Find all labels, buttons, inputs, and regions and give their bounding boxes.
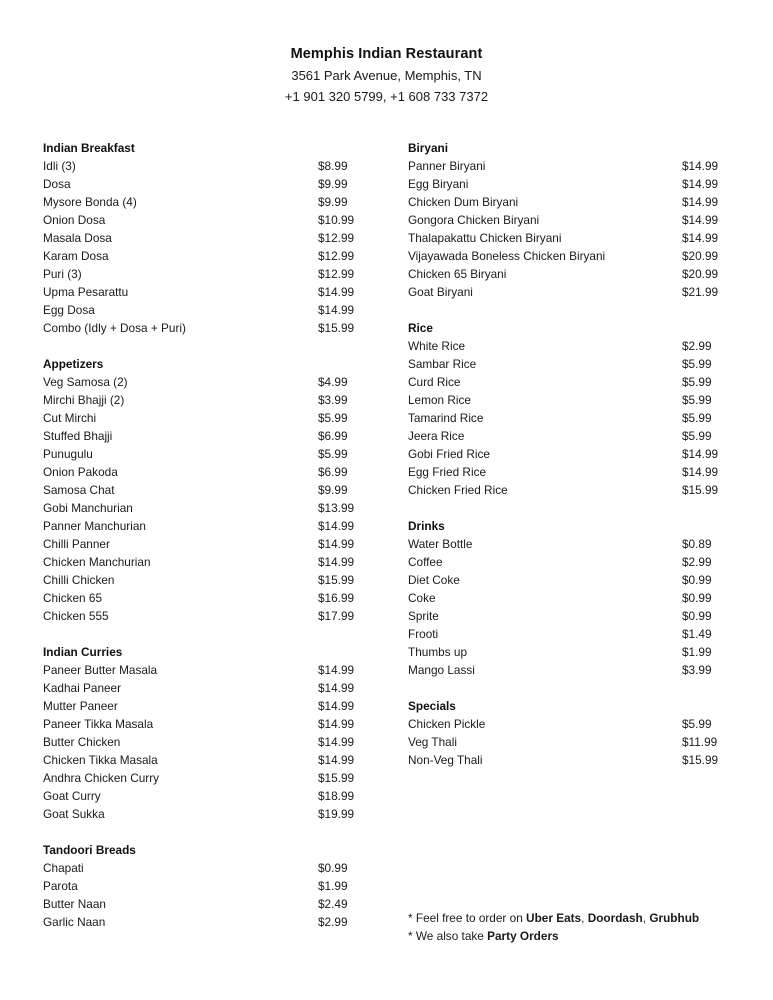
restaurant-address: 3561 Park Avenue, Memphis, TN <box>291 68 482 83</box>
menu-item-price: $1.49 <box>682 627 712 641</box>
footer-note-emphasis: Doordash <box>587 911 643 925</box>
menu-item-price: $5.99 <box>318 411 348 425</box>
menu-item-price: $9.99 <box>318 483 348 497</box>
menu-item-price: $5.99 <box>682 717 712 731</box>
menu-item-price: $9.99 <box>318 177 348 191</box>
menu-item-row <box>408 175 748 193</box>
menu-item-row <box>43 157 373 175</box>
menu-item-name: Samosa Chat <box>43 483 115 497</box>
menu-item-price: $5.99 <box>682 393 712 407</box>
menu-item-name: Veg Thali <box>408 735 457 749</box>
menu-item-price: $0.99 <box>318 861 348 875</box>
section-title: Specials <box>408 699 456 713</box>
menu-item-name: Butter Chicken <box>43 735 121 749</box>
menu-item-name: Egg Dosa <box>43 303 95 317</box>
menu-item-name: Chicken 65 Biryani <box>408 267 507 281</box>
menu-item-price: $14.99 <box>318 519 355 533</box>
menu-item-row <box>408 445 748 463</box>
menu-item-name: Gobi Fried Rice <box>408 447 490 461</box>
menu-item-row <box>43 769 373 787</box>
menu-item-price: $6.99 <box>318 429 348 443</box>
menu-item-price: $0.99 <box>682 591 712 605</box>
menu-item-price: $9.99 <box>318 195 348 209</box>
menu-section-rice <box>408 319 748 499</box>
menu-item-name: Chapati <box>43 861 84 875</box>
menu-section-biryani <box>408 139 748 301</box>
menu-item-price: $6.99 <box>318 465 348 479</box>
footer-note-text: , <box>581 911 588 925</box>
menu-item-price: $20.99 <box>682 249 719 263</box>
menu-item-row <box>408 535 748 553</box>
footer-note-text: * We also take <box>408 929 488 943</box>
menu-item-price: $14.99 <box>318 681 355 695</box>
menu-item-row <box>408 265 748 283</box>
menu-item-name: Veg Samosa (2) <box>43 375 128 389</box>
menu-item-row <box>408 427 748 445</box>
menu-item-row <box>408 337 748 355</box>
menu-item-row <box>408 157 748 175</box>
menu-item-name: Onion Dosa <box>43 213 106 227</box>
menu-item-price: $5.99 <box>682 429 712 443</box>
menu-item-row <box>43 535 373 553</box>
restaurant-phone: +1 901 320 5799, +1 608 733 7372 <box>284 89 489 104</box>
menu-item-row <box>43 481 373 499</box>
menu-item-name: Chicken Tikka Masala <box>43 753 158 767</box>
menu-item-price: $4.99 <box>318 375 348 389</box>
menu-item-name: Jeera Rice <box>408 429 465 443</box>
menu-item-name: Andhra Chicken Curry <box>43 771 160 785</box>
menu-item-name: Chicken Dum Biryani <box>408 195 519 209</box>
menu-item-price: $0.99 <box>682 573 712 587</box>
menu-item-name: Diet Coke <box>408 573 460 587</box>
menu-item-name: Coffee <box>408 555 443 569</box>
menu-item-price: $2.99 <box>682 339 712 353</box>
menu-item-row <box>408 733 748 751</box>
menu-item-row <box>43 895 373 913</box>
section-title: Rice <box>408 321 433 335</box>
menu-item-row <box>43 715 373 733</box>
menu-item-price: $0.99 <box>682 609 712 623</box>
menu-item-name: Combo (Idly + Dosa + Puri) <box>43 321 186 335</box>
menu-item-name: Non-Veg Thali <box>408 753 483 767</box>
menu-item-price: $3.99 <box>318 393 348 407</box>
menu-item-price: $19.99 <box>318 807 355 821</box>
menu-item-row <box>43 391 373 409</box>
menu-item-name: White Rice <box>408 339 466 353</box>
menu-item-name: Onion Pakoda <box>43 465 118 479</box>
menu-item-row <box>43 553 373 571</box>
menu-item-row <box>43 661 373 679</box>
menu-item-name: Gongora Chicken Biryani <box>408 213 540 227</box>
menu-item-price: $14.99 <box>318 285 355 299</box>
footer-note-emphasis: Uber Eats <box>526 911 582 925</box>
menu-item-price: $15.99 <box>682 753 719 767</box>
menu-item-price: $14.99 <box>682 195 719 209</box>
menu-item-price: $11.99 <box>682 735 718 749</box>
menu-item-price: $15.99 <box>682 483 719 497</box>
menu-item-row <box>408 751 748 769</box>
menu-item-row <box>43 751 373 769</box>
menu-item-name: Chicken Pickle <box>408 717 486 731</box>
menu-item-name: Mirchi Bhajji (2) <box>43 393 125 407</box>
menu-item-row <box>43 607 373 625</box>
menu-item-name: Puri (3) <box>43 267 82 281</box>
menu-item-row <box>43 517 373 535</box>
menu-item-price: $3.99 <box>682 663 712 677</box>
menu-item-price: $14.99 <box>318 717 355 731</box>
menu-item-name: Chilli Panner <box>43 537 110 551</box>
menu-item-name: Parota <box>43 879 78 893</box>
menu-item-name: Sprite <box>408 609 439 623</box>
menu-item-row <box>43 445 373 463</box>
menu-item-row <box>43 283 373 301</box>
menu-item-row <box>43 787 373 805</box>
restaurant-name: Memphis Indian Restaurant <box>290 46 483 62</box>
menu-item-row <box>43 229 373 247</box>
menu-item-name: Water Bottle <box>408 537 473 551</box>
menu-item-row <box>43 463 373 481</box>
menu-item-name: Goat Sukka <box>43 807 105 821</box>
menu-item-price: $13.99 <box>318 501 355 515</box>
footer-note-text: , <box>642 911 650 925</box>
section-title: Biryani <box>408 141 448 155</box>
menu-item-price: $2.49 <box>318 897 348 911</box>
menu-item-row <box>43 175 373 193</box>
menu-item-price: $20.99 <box>682 267 719 281</box>
menu-item-name: Chicken Fried Rice <box>408 483 508 497</box>
menu-item-name: Curd Rice <box>408 375 461 389</box>
menu-section-appetizers <box>43 355 373 625</box>
menu-item-name: Coke <box>408 591 436 605</box>
menu-item-row <box>43 373 373 391</box>
menu-item-price: $5.99 <box>682 375 712 389</box>
menu-item-row <box>408 211 748 229</box>
section-title: Tandoori Breads <box>43 843 136 857</box>
menu-item-name: Goat Curry <box>43 789 101 803</box>
menu-item-price: $14.99 <box>682 231 719 245</box>
menu-item-name: Vijayawada Boneless Chicken Biryani <box>408 249 606 263</box>
menu-item-name: Frooti <box>408 627 439 641</box>
menu-item-price: $14.99 <box>318 753 355 767</box>
menu-item-price: $12.99 <box>318 267 355 281</box>
menu-item-name: Kadhai Paneer <box>43 681 122 695</box>
menu-item-row <box>408 607 748 625</box>
menu-item-row <box>43 733 373 751</box>
menu-item-name: Egg Biryani <box>408 177 469 191</box>
menu-item-name: Goat Biryani <box>408 285 473 299</box>
menu-item-row <box>43 589 373 607</box>
menu-item-name: Chicken 555 <box>43 609 109 623</box>
menu-footer-notes <box>408 909 758 945</box>
menu-item-price: $16.99 <box>318 591 355 605</box>
menu-item-row <box>43 859 373 877</box>
menu-item-name: Mango Lassi <box>408 663 475 677</box>
menu-item-name: Punugulu <box>43 447 93 461</box>
menu-item-row <box>408 391 748 409</box>
menu-item-price: $14.99 <box>682 213 719 227</box>
menu-item-price: $1.99 <box>318 879 348 893</box>
menu-item-name: Lemon Rice <box>408 393 471 407</box>
menu-item-price: $15.99 <box>318 573 355 587</box>
menu-item-name: Sambar Rice <box>408 357 477 371</box>
menu-item-price: $10.99 <box>318 213 355 227</box>
menu-item-name: Chicken Manchurian <box>43 555 151 569</box>
menu-column-right <box>408 139 748 769</box>
menu-item-price: $14.99 <box>682 177 719 191</box>
menu-item-row <box>408 409 748 427</box>
menu-item-price: $15.99 <box>318 771 355 785</box>
menu-item-price: $2.99 <box>318 915 348 929</box>
menu-item-price: $0.89 <box>682 537 712 551</box>
menu-item-name: Chilli Chicken <box>43 573 115 587</box>
menu-item-name: Garlic Naan <box>43 915 106 929</box>
menu-section-specials <box>408 697 748 769</box>
menu-item-row <box>43 679 373 697</box>
menu-item-price: $1.99 <box>682 645 712 659</box>
menu-header <box>0 0 773 107</box>
menu-item-row <box>408 589 748 607</box>
menu-item-row <box>43 193 373 211</box>
menu-item-row <box>408 193 748 211</box>
menu-section-drinks <box>408 517 748 679</box>
menu-item-price: $12.99 <box>318 249 355 263</box>
menu-item-name: Panner Biryani <box>408 159 486 173</box>
section-title: Drinks <box>408 519 445 533</box>
menu-item-price: $18.99 <box>318 789 355 803</box>
menu-section-indian-breakfast <box>43 139 373 337</box>
menu-item-price: $14.99 <box>318 303 355 317</box>
menu-item-row <box>408 373 748 391</box>
section-title: Appetizers <box>43 357 104 371</box>
menu-item-price: $17.99 <box>318 609 355 623</box>
menu-item-price: $8.99 <box>318 159 348 173</box>
menu-item-row <box>408 355 748 373</box>
menu-item-price: $21.99 <box>682 285 719 299</box>
menu-item-row <box>43 409 373 427</box>
menu-item-name: Butter Naan <box>43 897 106 911</box>
menu-item-price: $14.99 <box>682 159 719 173</box>
menu-item-row <box>43 427 373 445</box>
footer-note-emphasis: Party Orders <box>487 929 559 943</box>
menu-item-row <box>43 301 373 319</box>
footer-note <box>408 909 758 927</box>
menu-item-name: Cut Mirchi <box>43 411 97 425</box>
menu-item-name: Upma Pesarattu <box>43 285 129 299</box>
menu-item-price: $15.99 <box>318 321 355 335</box>
menu-section-tandoori-breads <box>43 841 373 931</box>
menu-item-row <box>43 211 373 229</box>
menu-item-name: Mutter Paneer <box>43 699 118 713</box>
menu-item-price: $14.99 <box>682 447 719 461</box>
menu-item-price: $14.99 <box>318 699 355 713</box>
menu-item-row <box>43 247 373 265</box>
menu-item-name: Panner Manchurian <box>43 519 146 533</box>
menu-item-row <box>408 283 748 301</box>
menu-item-price: $14.99 <box>682 465 719 479</box>
menu-item-row <box>408 247 748 265</box>
menu-item-row <box>408 715 748 733</box>
menu-item-name: Masala Dosa <box>43 231 112 245</box>
menu-item-row <box>43 499 373 517</box>
menu-item-row <box>43 319 373 337</box>
menu-item-name: Chicken 65 <box>43 591 103 605</box>
footer-note-text: * Feel free to order on <box>408 911 527 925</box>
menu-item-price: $2.99 <box>682 555 712 569</box>
menu-item-name: Idli (3) <box>43 159 76 173</box>
menu-item-row <box>43 571 373 589</box>
menu-item-name: Stuffed Bhajji <box>43 429 113 443</box>
section-title: Indian Breakfast <box>43 141 135 155</box>
menu-item-row <box>408 229 748 247</box>
menu-item-name: Egg Fried Rice <box>408 465 487 479</box>
menu-item-row <box>43 697 373 715</box>
menu-item-name: Gobi Manchurian <box>43 501 133 515</box>
menu-item-row <box>408 553 748 571</box>
menu-item-name: Thumbs up <box>408 645 468 659</box>
menu-item-price: $14.99 <box>318 537 355 551</box>
menu-item-row <box>43 805 373 823</box>
menu-section-indian-curries <box>43 643 373 823</box>
menu-item-row <box>43 877 373 895</box>
menu-item-price: $5.99 <box>682 411 712 425</box>
menu-item-name: Dosa <box>43 177 71 191</box>
menu-item-name: Karam Dosa <box>43 249 109 263</box>
menu-item-name: Tamarind Rice <box>408 411 484 425</box>
footer-note-emphasis: Grubhub <box>649 911 700 925</box>
menu-item-row <box>408 463 748 481</box>
menu-item-name: Paneer Butter Masala <box>43 663 158 677</box>
menu-item-name: Thalapakattu Chicken Biryani <box>408 231 562 245</box>
menu-item-row <box>43 913 373 931</box>
section-title: Indian Curries <box>43 645 123 659</box>
menu-item-price: $14.99 <box>318 555 355 569</box>
menu-item-row <box>408 625 748 643</box>
menu-item-price: $12.99 <box>318 231 355 245</box>
menu-item-price: $14.99 <box>318 735 355 749</box>
menu-item-price: $5.99 <box>682 357 712 371</box>
menu-item-row <box>43 265 373 283</box>
menu-item-name: Mysore Bonda (4) <box>43 195 137 209</box>
menu-item-price: $14.99 <box>318 663 355 677</box>
footer-note <box>408 927 758 945</box>
menu-column-left <box>43 139 373 931</box>
menu-item-row <box>408 643 748 661</box>
menu-item-row <box>408 661 748 679</box>
menu-item-row <box>408 481 748 499</box>
menu-item-price: $5.99 <box>318 447 348 461</box>
menu-item-name: Paneer Tikka Masala <box>43 717 154 731</box>
menu-item-row <box>408 571 748 589</box>
